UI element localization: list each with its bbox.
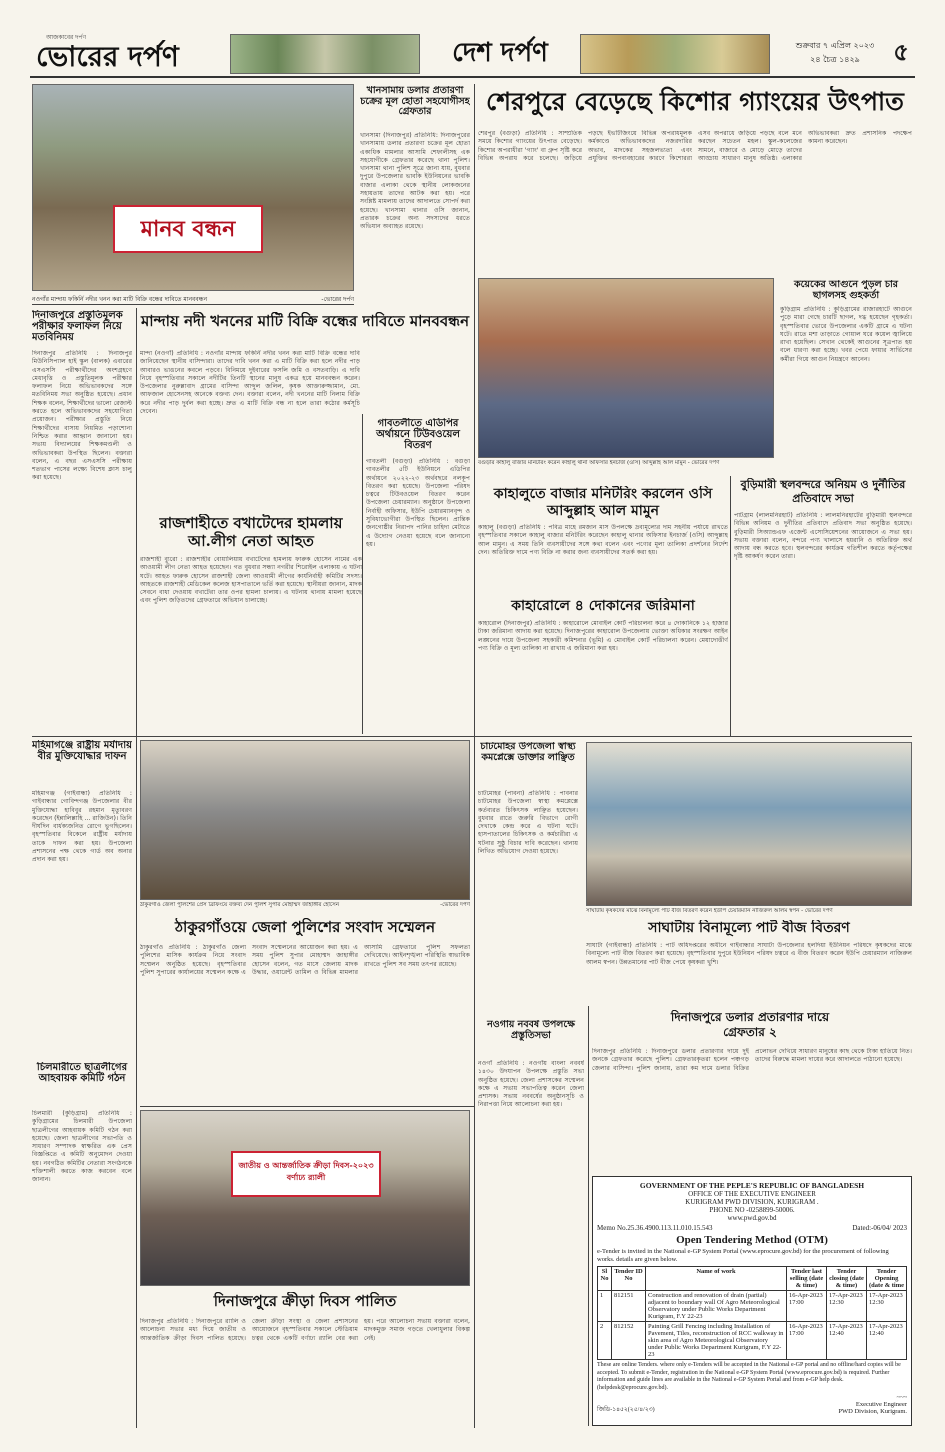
sherpur-headline: শেরপুরে বেড়েছে কিশোর গ্যাংয়ের উৎপাত [486, 87, 904, 116]
tender-th-work: Name of work [646, 1267, 787, 1291]
tender-gov: GOVERNMENT OF THE PEPLE'S REPUBLIC OF BANGLADESH [639, 1181, 865, 1190]
brand-logo: ভোরের দর্পণ [36, 40, 179, 73]
manda-body: মান্দা (নওগাঁ) প্রতিনিধি : নওগাঁর মান্দায় ফকির্নি নদীর খনন করা মাটি বিক্রি বন্ধের দাবি জানিয়েছেন স্থানীয় বাসিন্দারা। তাদের দাবি খনন করা এ মাটি বিক্রি করা হলে নদীর পাড় আবারও ভাঙনের কবলে পড়বে। বিনিময়ে দুইবারের ফসলি জমি ও বসতবাড়ি। এ দাবি নিয়ে বৃহস্পতিবার সকালে নদীটির তিনটি স্থানের মানুষ একত্র হয়ে মানববন্ধন করেন। উপজেলার নুরুল্লাবাদ গ্রামের বাসিন্দা আব্দুল জলিল, কৃষক আক্তারুজ্জামান, মো. আফজাল হোসেনসহ অনেকে বক্তব্য দেন। বক্তারা বলেন, নদী খননের মাটি নিলাম বিক্রি করে নদীর পাড় দুর্বল করা হচ্ছে। দ্রুত এ মাটি বিক্রি বন্ধ না হলে তারা কঠোর কর্মসূচি দেবেন। [140, 350, 360, 416]
burimari-body: পাটগ্রাম (লালমনিরহাট) প্রতিনিধি : লালমনিরহাটের বুড়িমারী স্থলবন্দরে বিভিন্ন অনিয়ম ও দুর্নীতির প্রতিবাদে প্রতিবাদ সভা অনুষ্ঠিত হয়েছে। বুড়িমারী সিঅ্যান্ডএফ এজেন্ট এসোসিয়েশনের আয়োজনে এ সভা হয়। সভায় বক্তারা বলেন, বন্দরে পণ্য খালাসে হয়রানি ও অতিরিক্ত অর্থ আদায় বন্ধ করতে হবে। স্থলবন্দরের কার্যক্রম গতিশীল করতে কর্তৃপক্ষের দৃষ্টি আকর্ষণ করেন তারা। [734, 512, 912, 561]
rajshahi-headline: রাজশাহীতে বখাটেদের হামলায় আ.লীগ নেতা আহত [159, 514, 343, 550]
kahalu-photo [478, 278, 774, 458]
tender-memo: Memo No.25.36.4900.113.11.010.15.543 [597, 1224, 713, 1232]
kurigram-headline: কয়েকের আগুনে পুড়ল চার ছাগলসহ গুহকর্তা [793, 280, 899, 301]
manda-headline: মান্দায় নদী খননের মাটি বিক্রি বন্ধের দাবিতে মানববন্ধন [140, 312, 470, 330]
thakurgaon-caption: ঠাকুরগাঁও জেলা পুলিশের প্রেস ব্রিফিংয়ে বক্তব্য দেন পুলিশ সুপার মোহাম্মদ জাহাঙ্গীর হোসেন [140, 902, 340, 908]
chatmohar-body: চাটমোহর (পাবনা) প্রতিনিধি : পাবনার চাটমোহর উপজেলা স্বাস্থ্য কমপ্লেক্সে কর্তব্যরত চিকিৎসক লাঞ্ছিত হয়েছেন। বুধবার রাতে জরুরি বিভাগে রোগী দেখাকে কেন্দ্র করে এ ঘটনা ঘটে। হাসপাতালের চিকিৎসক ও কর্মচারীরা এ ঘটনার সুষ্ঠু বিচার দাবি করেছেন। থানায় লিখিত অভিযোগ দেওয়া হয়েছে। [478, 790, 578, 856]
tender-th-id: Tender ID No [612, 1267, 646, 1291]
section-title: দেশ দর্পণ [452, 38, 548, 68]
saghata-headline: সাঘাটায় বিনামূল্যে পাট বীজ বিতরণ [648, 920, 850, 936]
kaharol-body: কাহারোল (দিনাজপুর) প্রতিনিধি : কাহারোলে মোবাইল কোর্ট পরিচালনা করে ৪ দোকানিকে ১২ হাজার টাকা জরিমানা আদায় করা হয়েছে। দিনাজপুরের কাহারোল উপজেলায় ভোক্তা অধিকার সংরক্ষণ আইন লঙ্ঘনের দায়ে উপজেলা সহকারী কমিশনার (ভূমি) এ মোবাইল কোর্ট পরিচালনা করেন। মেয়াদোত্তীর্ণ পণ্য বিক্রি ও মূল্য তালিকা না রাখায় এ জরিমানা করা হয়। [478, 620, 728, 652]
tender-code: জিডি-১৪৫২(২৫/৪/২৩) [597, 1407, 655, 1413]
brand-small: আজকাবের দর্পণ [46, 34, 87, 41]
tender-notice [592, 1176, 912, 1426]
table-row: 2 812152 Painting Grill Fencing including Installation of Pavement, Tiles, reconstruction of RCC walkway in skin area of Agro Meteorological Observatory under Public Works Department Kurigram, F.Y 22-23 16-Apr-2023 17:00 17-Apr-2023 12:40 17-Apr-2023 12:40 [598, 1322, 907, 1360]
gabtali-headline: গাবতলীতে এডিপির অর্থায়নে টিউবওয়েল বিতরণ [376, 418, 460, 452]
sports-photo [140, 1110, 470, 1286]
khansama-headline: খানসামায় ডলার প্রতারণা চক্রের মূল হোতা সহযোগীসহ গ্রেফতার [360, 86, 470, 118]
tender-table [597, 1266, 907, 1360]
tender-intro: e-Tender is invited in the National e-GP System Portal (www.eprocure.gov.bd) for the procurement of following works. details are given below. [597, 1248, 889, 1263]
thakurgaon-headline: ঠাকুরগাঁওয়ে জেলা পুলিশের সংবাদ সম্মেলন [174, 918, 436, 936]
manobbondhon-photo [32, 84, 354, 291]
khansama-body: খানসামা (দিনাজপুর) প্রতিনিধি: দিনাজপুরের খানসামায় ডলার প্রতারণা চক্রের মূল হোতা একাধিক মামলার আসামি শেফালীসহ এক সহযোগীকে গ্রেফতার করেছে থানা পুলিশ। খানসামা থানা পুলিশ সূত্রে জানা যায়, বুধবার দুপুরে উপজেলার ভাবকি ইউনিয়নের ভাবকি বাজার এলাকা থেকে স্থানীয় লোকজনের সহায়তায় তাদের আটক করা হয়। পরে সংশ্লিষ্ট মামলায় তাদের আদালতে সোপর্দ করা হয়েছে। খানসামা থানার ওসি জানান, প্রতারক চক্রের অন্য সদস্যদের ধরতে অভিযান অব্যাহত রয়েছে। [360, 132, 470, 231]
rajshahi-body: রাজশাহী ব্যুরো : রাজশাহীর বোয়ালিয়ায় বখাটেদের হামলায় ফারুক হোসেন নামের এক আওয়ামী লীগ নেতা আহত হয়েছেন। গত বুধবার সন্ধ্যা নগরীর শিরোইল এলাকায় এ ঘটনা ঘটে। আহত ফারুক হোসেন রাজশাহী জেলা আওয়ামী লীগের কার্যনির্বাহী কমিটির সদস্য। আহতকে রাজশাহী মেডিকেল কলেজ হাসপাতালে ভর্তি করা হয়েছে। স্থানীয়রা জানান, মাদক সেবনে বাধা দেওয়ায় বখাটেরা তার ওপর হামলা চালায়। এ ঘটনায় থানায় মামলা হয়েছে এবং পুলিশ জড়িতদের গ্রেফতারে অভিযান চালাচ্ছে। [140, 556, 362, 605]
tender-title: Open Tendering Method (OTM) [676, 1234, 828, 1246]
masthead-image-right [580, 34, 770, 74]
naogaon-headline: নওগাঁয় নববর্ষ উপলক্ষে প্রস্তুতিসভা [487, 1020, 575, 1041]
masthead-image-left [230, 34, 420, 74]
masthead [30, 30, 915, 78]
thakurgaon-credit: -ভোরের দর্পণ [440, 902, 470, 908]
mohimaganj-body: মহিমাগঞ্জ (গাইবান্ধা) প্রতিনিধি : গাইবান্ধার গোবিন্দগঞ্জ উপজেলার বীর মুক্তিযোদ্ধা হাবিবুর রহমান মৃত্যুবরণ করেছেন (ইন্নালিল্লাহি ... রাজিউন)। তিনি দীর্ঘদিন বার্ধক্যজনিত রোগে ভুগছিলেন। বৃহস্পতিবার বিকেলে রাষ্ট্রীয় মর্যাদায় তাকে দাফন করা হয়। উপজেলা প্রশাসনের পক্ষ থেকে গার্ড অব অনার প্রদান করা হয়। [32, 790, 132, 864]
kahalu-body: কাহালু (বগুড়া) প্রতিনিধি : পবিত্র মাহে রমজান মাস উপলক্ষে দ্রব্যমূল্যের দাম সহনীয় পর্যায়ে রাখতে বৃহস্পতিবার সকালে কাহালু বাজার মনিটরিং করেছেন কাহালু থানার অফিসার ইনচার্জ (ওসি) আব্দুল্লাহ আল মামুন। এ সময় তিনি ব্যবসায়ীদের সঙ্গে কথা বলেন এবং পণ্যের মূল্য তালিকা প্রদর্শনের নির্দেশ দেন। অতিরিক্ত দামে পণ্য বিক্রি না করার জন্য ব্যবসায়ীদের সতর্ক করা হয়। [478, 524, 728, 556]
kurigram-body: কুড়িগ্রাম প্রতিনিধি : কুড়িগ্রামের রাজারহাটে আগুনে পুড়ে মারা গেছে চারটি ছাগল, দগ্ধ হয়েছেন গৃহকর্তা। বৃহস্পতিবার ভোরে উপজেলার একটি গ্রামে এ ঘটনা ঘটে। রাতে মশা তাড়াতে গোয়াল ঘরে কয়েল জ্বালিয়ে রাখা হয়েছিল। সেখান থেকেই আগুনের সূত্রপাত হয় বলে ধারণা করা হচ্ছে। খবর পেয়ে ফায়ার সার্ভিসের কর্মীরা গিয়ে আগুন নিয়ন্ত্রণে আনেন। [780, 306, 912, 363]
chilmari-headline: চিলমারীতে ছাত্রলীগের আহবায়ক কমিটি গঠন [36, 1062, 128, 1085]
tender-th-selling: Tender last selling (date & time) [787, 1267, 827, 1291]
tender-sign-title: Executive Engineer [855, 1401, 907, 1408]
thakurgaon-body: ঠাকুরগাঁও প্রতিনিধি : ঠাকুরগাঁও জেলা পুলিশের মাসিক কার্যক্রম নিয়ে সংবাদ সম্মেলন অনুষ্ঠিত হয়েছে। বৃহস্পতিবার পুলিশ সুপারের কার্যালয়ের সম্মেলন কক্ষে এ সংবাদ সম্মেলনের আয়োজন করা হয়। এ সময় পুলিশ সুপার মোহাম্মদ জাহাঙ্গীর হোসেন বলেন, গত মাসে জেলায় মাদক উদ্ধার, ওয়ারেন্ট তামিল ও বিভিন্ন মামলার আসামি গ্রেফতারে পুলিশ সফলতা দেখিয়েছে। আইনশৃঙ্খলা পরিস্থিতি স্বাভাবিক রাখতে পুলিশ সব সময় তৎপর রয়েছে। [140, 944, 470, 976]
saghata-photo [586, 742, 912, 906]
dinajpur-school-headline: দিনাজপুরে প্রস্তুতিমূলক পরীক্ষার ফলাফল নিয়ে মতবিনিময় [32, 310, 123, 344]
sports-headline: দিনাজপুরে ক্রীড়া দিবস পালিত [213, 1292, 397, 1310]
tender-phone: PHONE NO -0258899-50006. [709, 1206, 795, 1214]
kahalu-headline: কাহালুতে বাজার মনিটরিং করলেন ওসি আব্দুল্লাহ আল মামুন [493, 486, 713, 519]
signature-mark: ~~~ [896, 1394, 907, 1401]
saghata-caption: সাঘাটায় কৃষকদের মাঝে বিনামূল্যে পাট বীজ বিতরণ করেন ইউপি চেয়ারম্যান নাজিরুল আলম স্বপন - ভোরের দর্পণ [586, 908, 833, 914]
thakurgaon-photo [140, 740, 470, 900]
table-row: 1 812151 Construction and renovation of drain (partial) adjacent to boundary wall Of Agro Meteorological Observatory under Public Works Department Kurigram, F.Y 22-23 16-Apr-2023 17:00 17-Apr-2023 12:30 17-Apr-2023 12:30 [598, 1291, 907, 1322]
tender-office: OFFICE OF THE EXECUTIVE ENGINEER [688, 1190, 816, 1198]
tender-th-opening: Tender Opening (date & time [867, 1267, 907, 1291]
chatmohar-headline: চাটমোহর উপজেলা স্বাস্থ্য কমপ্লেক্সে ডাক্তার লাঞ্ছিত [480, 742, 576, 763]
tender-footer: These are online Tenders. where only e-Tenders will be accepted in the National e-GP portal and no offline/hard copies will be accepted. To submit e-Tender, registration in the National e-GP System Portal (www.eprocure.gov.bd) is required. Further information and guide lines are available in the National e-GP System Portal and from e-GP help desk. (helpdesk@eprocure.gov.bd). [597, 1362, 901, 1391]
sports-body: দিনাজপুর প্রতিনিধি : দিনাজপুরে র‍্যালি ও আলোচনা সভার মধ্য দিয়ে জাতীয় ও আন্তর্জাতিক ক্রীড়া দিবস পালিত হয়েছে। জেলা ক্রীড়া সংস্থা ও জেলা প্রশাসনের আয়োজনে বৃহস্পতিবার সকালে স্টেডিয়াম চত্বর থেকে একটি বর্ণাঢ্য র‍্যালি বের করা হয়। পরে আলোচনা সভায় বক্তারা বলেন, মাদকমুক্ত সমাজ গড়তে খেলাধুলার বিকল্প নেই। [140, 1318, 470, 1342]
kahalu-caption: বগুড়ার কাহালু বাজার মনিটরিং করেন কাহালু থানা অফিসার ইনচার্জ (ওসি) আব্দুল্লাহ আল মামুন - ভোরের দর্পণ [478, 460, 720, 466]
sherpur-body: শেরপুর (বগুড়া) প্রতিনিধি : সাম্প্রতিক সময়ে কিশোর গ্যাংয়ের উৎপাত বেড়েছে। কিশোর অপরাধীরা 'গ্যাং' বা গ্রুপ সৃষ্টি করে বিভিন্ন অপরাধ করে চলেছে। জড়িয়ে পড়ছে ইভটিজিংয়ে বিভিন্ন অপরাধমূলক কর্মকাণ্ডে অভিভাবকদের নজরদারির অভাব, মাদকের সহজলভ্যতা এবং প্রযুক্তির অপব্যবহারের কারণে কিশোররা এসব অপরাধে জড়িয়ে পড়ছে বলে মনে করছেন সচেতন মহল। স্কুল-কলেজের সামনে, বাজারে ও মোড়ে মোড়ে তাদের আড্ডায় সাধারণ মানুষ অতিষ্ঠ। এলাকার অভিভাবকরা দ্রুত প্রশাসনিক পদক্ষেপ কামনা করেছেন। [478, 130, 912, 162]
naogaon-body: নওগাঁ প্রতিনিধি : নওগাঁয় বাংলা নববর্ষ ১৪৩০ উদযাপন উপলক্ষে প্রস্তুতি সভা অনুষ্ঠিত হয়েছে। জেলা প্রশাসকের সম্মেলন কক্ষে এ সভায় সভাপতিত্ব করেন জেলা প্রশাসক। সভায় নববর্ষের অনুষ্ঠানসূচি ও নিরাপত্তা নিয়ে আলোচনা করা হয়। [478, 1060, 584, 1109]
tender-division: KURIGRAM PWD DIVISION, KURIGRAM . [685, 1198, 819, 1206]
manobbondhon-caption: নওগাঁর মান্দায় ফকির্নি নদীর খনন করা মাটি বিক্রি বন্ধের দাবিতে মানববন্ধন [32, 296, 208, 303]
tender-th-closing: Tender closing (date & time) [827, 1267, 867, 1291]
tender-web: www.pwd.gov.bd [727, 1214, 777, 1222]
mohimaganj-headline: মহিমাগঞ্জে রাষ্ট্রীয় মর্যাদায় বীর মুক্তিযোদ্ধার দাফন [32, 740, 132, 763]
manobbondhon-banner: মানব বন্ধন [113, 205, 263, 253]
tender-sign-office: PWD Division, Kurigram. [838, 1408, 907, 1415]
page-number: ৫ [893, 37, 909, 66]
burimari-headline: বুড়িমারী স্থলবন্দরে অনিয়ম ও দুর্নীতির প্রতিবাদে সভা [740, 478, 906, 505]
kaharol-headline: কাহারোলে ৪ দোকানের জরিমানা [511, 598, 695, 614]
saghata-body: সাঘাটা (গাইবান্ধা) প্রতিনিধি : পাট অধিদপ্তরের অধীনে গাইবান্ধার সাঘাটা উপজেলার হলদিয়া ইউনিয়ন পরিষদে কৃষকদের মাঝে বিনামূল্যে পাট বীজ বিতরণ করা হয়েছে। বৃহস্পতিবার দুপুরে ইউনিয়ন পরিষদ চত্বরে এ বীজ বিতরণ করেন ইউপি চেয়ারম্যান নাজিরুল আলম স্বপন। উন্নতমানের পাট বীজ পেয়ে কৃষকরা খুশি। [586, 942, 912, 966]
date-line-2: ২৪ চৈত্র ১৪২৯ [810, 55, 860, 64]
manobbondhon-credit: -ভোরের দর্পণ [321, 296, 354, 303]
date-line-1: শুক্রবার ৭ এপ্রিল ২০২৩ [795, 41, 875, 50]
tender-dated: Dated:-06/04/ 2023 [852, 1224, 907, 1232]
gabtali-body: গাবতলী (বগুড়া) প্রতিনিধি : বগুড়া গাবতলীর ৫টি ইউনিয়নে এডিপির অর্থায়নে ২০২২-২৩ অর্থবছরে নলকূপ বিতরণ করা হয়েছে। উপজেলা পরিষদ চত্বরে টিউবওয়েল বিতরণ করেন উপজেলা চেয়ারম্যান। অনুষ্ঠানে উপজেলা নির্বাহী অফিসার, ইউপি চেয়ারম্যানবৃন্দ ও সুবিধাভোগীরা উপস্থিত ছিলেন। প্রান্তিক জনগোষ্ঠীর নিরাপদ পানির চাহিদা মেটাতে এ উদ্যোগ নেওয়া হয়েছে বলে জানানো হয়। [366, 458, 470, 548]
dinajpur-fraud-headline: দিনাজপুরে ডলার প্রতারণার দায়ে গ্রেফতার ২ [670, 1010, 830, 1039]
chilmari-body: চিলমারী (কুড়িগ্রাম) প্রতিনিধি : কুড়িগ্রামের চিলমারী উপজেলা ছাত্রলীগের আহবায়ক কমিটি গঠন করা হয়েছে। জেলা ছাত্রলীগের সভাপতি ও সাধারণ সম্পাদক স্বাক্ষরিত এক প্রেস বিজ্ঞপ্তিতে এ কমিটি অনুমোদন দেওয়া হয়। নবগঠিত কমিটির নেতারা সংগঠনকে শক্তিশালী করতে কাজ করবেন বলে জানান। [32, 1110, 132, 1184]
dinajpur-school-body: দিনাজপুর প্রতিনিধি : দিনাজপুর মিউনিসিপ্যাল হাই স্কুল (বালক) এবারের এসএসসি পরীক্ষার্থীদের অংশগ্রহণে মেধাবৃত্তি ও প্রস্তুতিমূলক পরীক্ষার ফলাফল নিয়ে অভিভাবকদের সঙ্গে মতবিনিময় সভা অনুষ্ঠিত হয়েছে। প্রধান শিক্ষক বলেন, শিক্ষার্থীদের ভালো রেজাল্ট করতে হলে অভিভাবকদের সহযোগিতা প্রয়োজন। পরীক্ষার প্রস্তুতি নিয়ে শিক্ষার্থীদের বাসায় নিয়মিত পড়াশোনা নিশ্চিত করার আহ্বান জানানো হয়। সভায় বিদ্যালয়ের শিক্ষকমণ্ডলী ও অভিভাবকরা উপস্থিত ছিলেন। বক্তারা বলেন, এ বছর এসএসসি পরীক্ষায় শতভাগ পাসের লক্ষ্যে বিশেষ ক্লাস চালু করা হয়েছে। [32, 350, 132, 482]
sports-banner: জাতীয় ও আন্তর্জাতিক ক্রীড়া দিবস-২০২৩ বর্ণাঢ্য র‍্যালী [231, 1151, 381, 1197]
tender-th-sl: Sl No [598, 1267, 612, 1291]
dinajpur-fraud-body: দিনাজপুর প্রতিনিধি : দিনাজপুরে ডলার প্রতারণার দায়ে দুই জনকে গ্রেফতার করেছে পুলিশ। গ্রেফতারকৃতরা হলেন পঞ্চগড় জেলার বাসিন্দা। পুলিশ জানায়, তারা কম দামে ডলার বিক্রির প্রলোভন দেখিয়ে সাধারণ মানুষের কাছ থেকে টাকা হাতিয়ে নিত। তাদের বিরুদ্ধে মামলা দায়ের করে আদালতে পাঠানো হয়েছে। [592, 1048, 912, 1072]
